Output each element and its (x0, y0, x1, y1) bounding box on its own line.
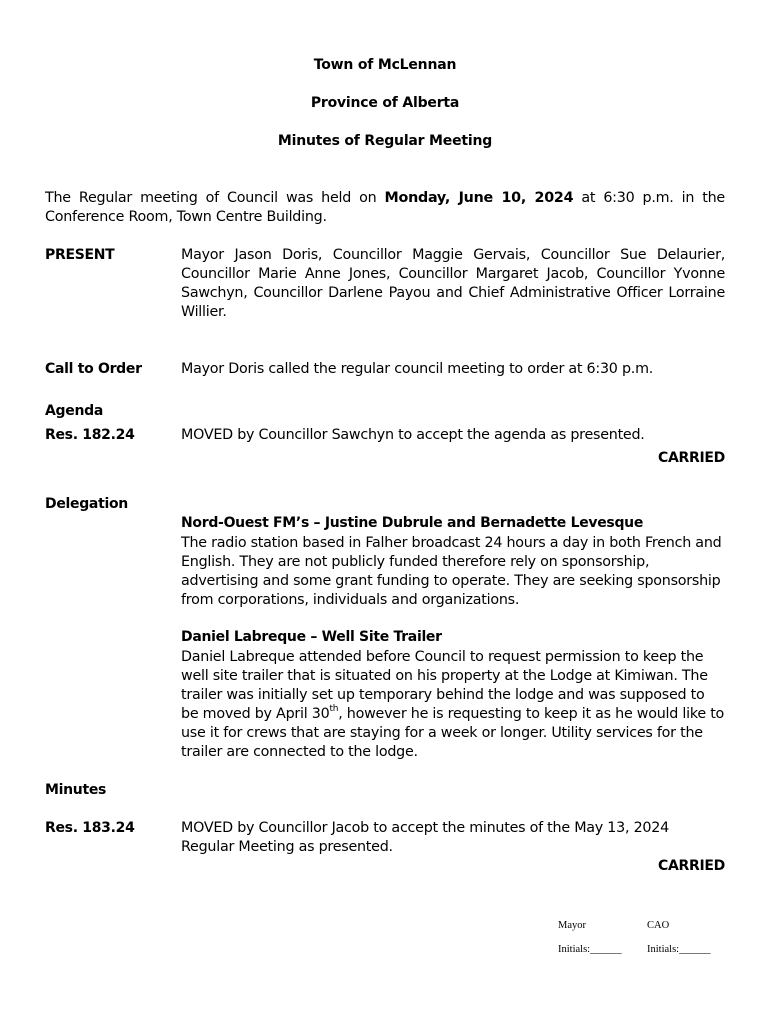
cao-initials: Initials:______ (647, 944, 711, 955)
delegation-item1-title: Nord-Ouest FM’s – Justine Dubrule and Bernadette Levesque (181, 515, 644, 531)
present-text: Mayor Jason Doris, Councillor Maggie Gervais, Councillor Sue Delaurier, Councillor Marie Anne Jones, Councillor Margaret Jacob, Councillor Yvonne Sawchyn, Councillor Darlene Payou and Chief Administrative Officer Lorraine Willier. (181, 247, 725, 320)
call-to-order-label: Call to Order (45, 361, 142, 377)
province-name: Province of Alberta (310, 95, 460, 111)
agenda-carried: CARRIED (658, 450, 725, 466)
delegation-item2-text-part2: , however he is requesting to keep it as he would like to use it for crews that are staying for a week or longer. Utility services for the trailer are connected to the lodge. (181, 706, 725, 760)
call-to-order-text: Mayor Doris called the regular council meeting to order at 6:30 p.m. (181, 361, 654, 377)
delegation-item2-title: Daniel Labreque – Well Site Trailer (181, 629, 442, 645)
minutes-carried: CARRIED (658, 858, 725, 874)
minutes-label: Minutes (45, 782, 107, 798)
intro-text-after: at 6:30 p.m. in the Conference Room, Town Centre Building. (45, 190, 725, 225)
meeting-date: Monday, June 10, 2024 (384, 190, 574, 206)
agenda-label: Agenda (45, 403, 103, 419)
document-title: Minutes of Regular Meeting (277, 133, 493, 149)
agenda-resolution-number: Res. 182.24 (45, 427, 135, 443)
delegation-label: Delegation (45, 496, 128, 512)
delegation-item2-text-part1: Daniel Labreque attended before Council to request permission to keep the well site trailer that is situated on his property at the Lodge at Kimiwan. The trailer was initially set up temporary behind the lodge and was supposed to be moved by April 30 (181, 649, 708, 722)
intro-paragraph (45, 189, 725, 227)
ordinal-superscript: th (329, 704, 339, 715)
minutes-motion-text: MOVED by Councillor Jacob to accept the minutes of the May 13, 2024 Regular Meeting as presented. (181, 820, 669, 855)
delegation-item2-text (181, 648, 725, 762)
cao-label: CAO (647, 920, 670, 931)
delegation-item1-text: The radio station based in Falher broadcast 24 hours a day in both French and English. They are not publicly funded therefore rely on sponsorship, advertising and some grant funding to operate. They are seeking sponsorship from corporations, individuals and organizations. (181, 535, 722, 608)
present-label: PRESENT (45, 247, 115, 263)
minutes-resolution-number: Res. 183.24 (45, 820, 135, 836)
town-name: Town of McLennan (313, 57, 457, 73)
intro-text-before: The Regular meeting of Council was held on (45, 190, 385, 206)
agenda-motion-text: MOVED by Councillor Sawchyn to accept the agenda as presented. (181, 427, 645, 443)
mayor-initials: Initials:______ (558, 944, 622, 955)
mayor-label: Mayor (558, 920, 586, 931)
